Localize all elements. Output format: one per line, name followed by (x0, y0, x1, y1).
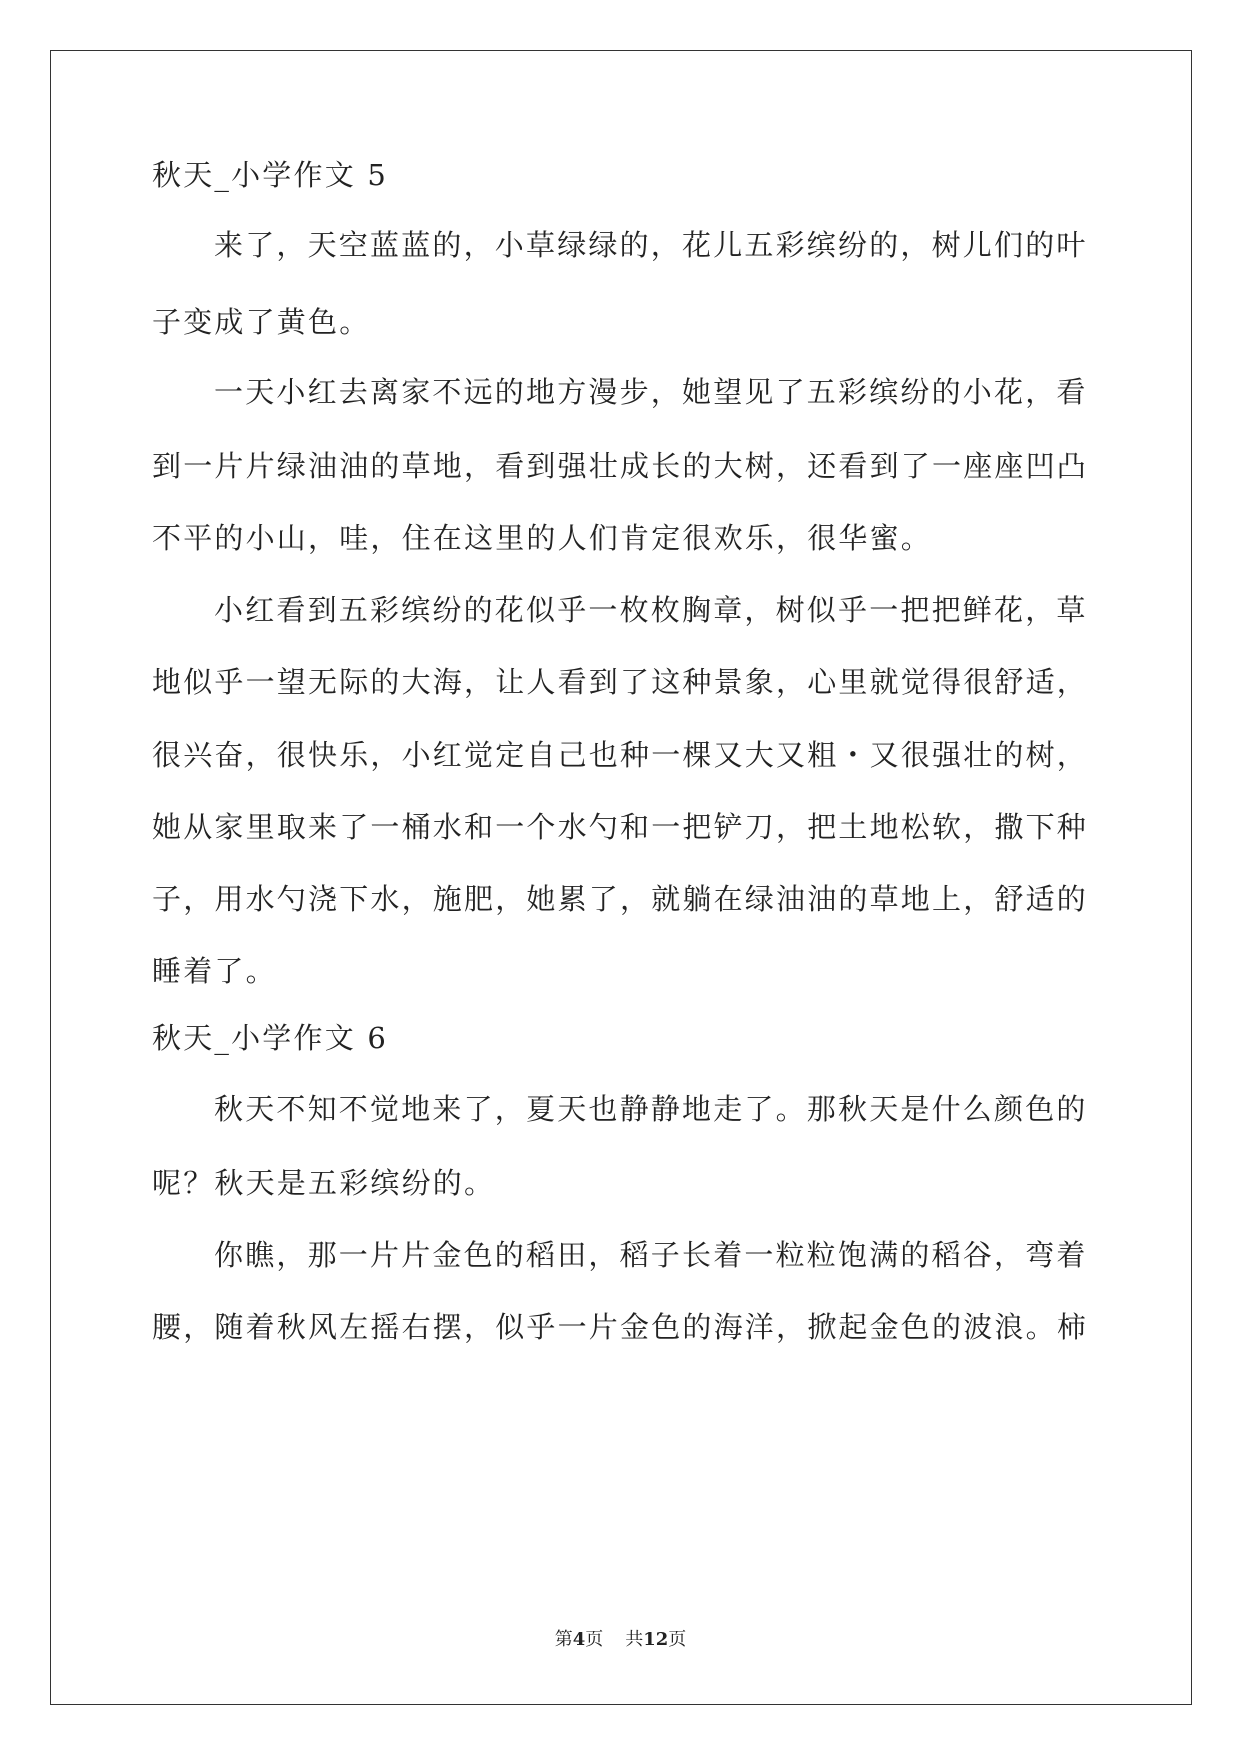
paragraph-line: 不平的小山，哇，住在这里的人们肯定很欢乐，很华蜜。 (152, 521, 933, 555)
paragraph-line: 一天小红去离家不远的地方漫步，她望见了五彩缤纷的小花，看 (214, 375, 1088, 409)
paragraph-line: 腰，随着秋风左摇右摆，似乎一片金色的海洋，掀起金色的波浪。柿 (152, 1310, 1089, 1344)
paragraph-line: 睡着了。 (152, 954, 277, 988)
page-footer (0, 1625, 1241, 1651)
total-suffix: 页 (668, 1629, 687, 1650)
paragraph-line: 呢？秋天是五彩缤纷的。 (152, 1166, 496, 1200)
section-heading: 秋天_小学作文 6 (152, 1021, 388, 1055)
paragraph-line: 你瞧，那一片片金色的稻田，稻子长着一粒粒饱满的稻谷，弯着 (214, 1238, 1088, 1272)
paragraph-line: 子，用水勺浇下水，施肥，她累了，就躺在绿油油的草地上，舒适的 (152, 882, 1089, 916)
page-suffix: 页 (585, 1629, 604, 1650)
paragraph-line: 到一片片绿油油的草地，看到强壮成长的大树，还看到了一座座凹凸 (152, 449, 1089, 483)
page-number: 4 (572, 1629, 586, 1650)
paragraph-line: 她从家里取来了一桶水和一个水勺和一把铲刀，把土地松软，撒下种 (152, 810, 1089, 844)
paragraph-line: 来了，天空蓝蓝的，小草绿绿的，花儿五彩缤纷的，树儿们的叶 (214, 228, 1088, 262)
total-pages: 12 (643, 1629, 669, 1650)
paragraph-line: 地似乎一望无际的大海，让人看到了这种景象，心里就觉得很舒适， (152, 665, 1089, 699)
section-heading: 秋天_小学作文 5 (152, 158, 388, 192)
page-border (50, 50, 1192, 1705)
total-prefix: 共 (625, 1629, 644, 1650)
page-prefix: 第 (554, 1629, 573, 1650)
paragraph-line: 小红看到五彩缤纷的花似乎一枚枚胸章，树似乎一把把鲜花，草 (214, 593, 1088, 627)
paragraph-line: 很兴奋，很快乐，小红觉定自己也种一棵又大又粗・又很强壮的树， (152, 738, 1089, 772)
paragraph-line: 秋天不知不觉地来了，夏天也静静地走了。那秋天是什么颜色的 (214, 1092, 1088, 1126)
paragraph-line: 子变成了黄色。 (152, 305, 371, 339)
